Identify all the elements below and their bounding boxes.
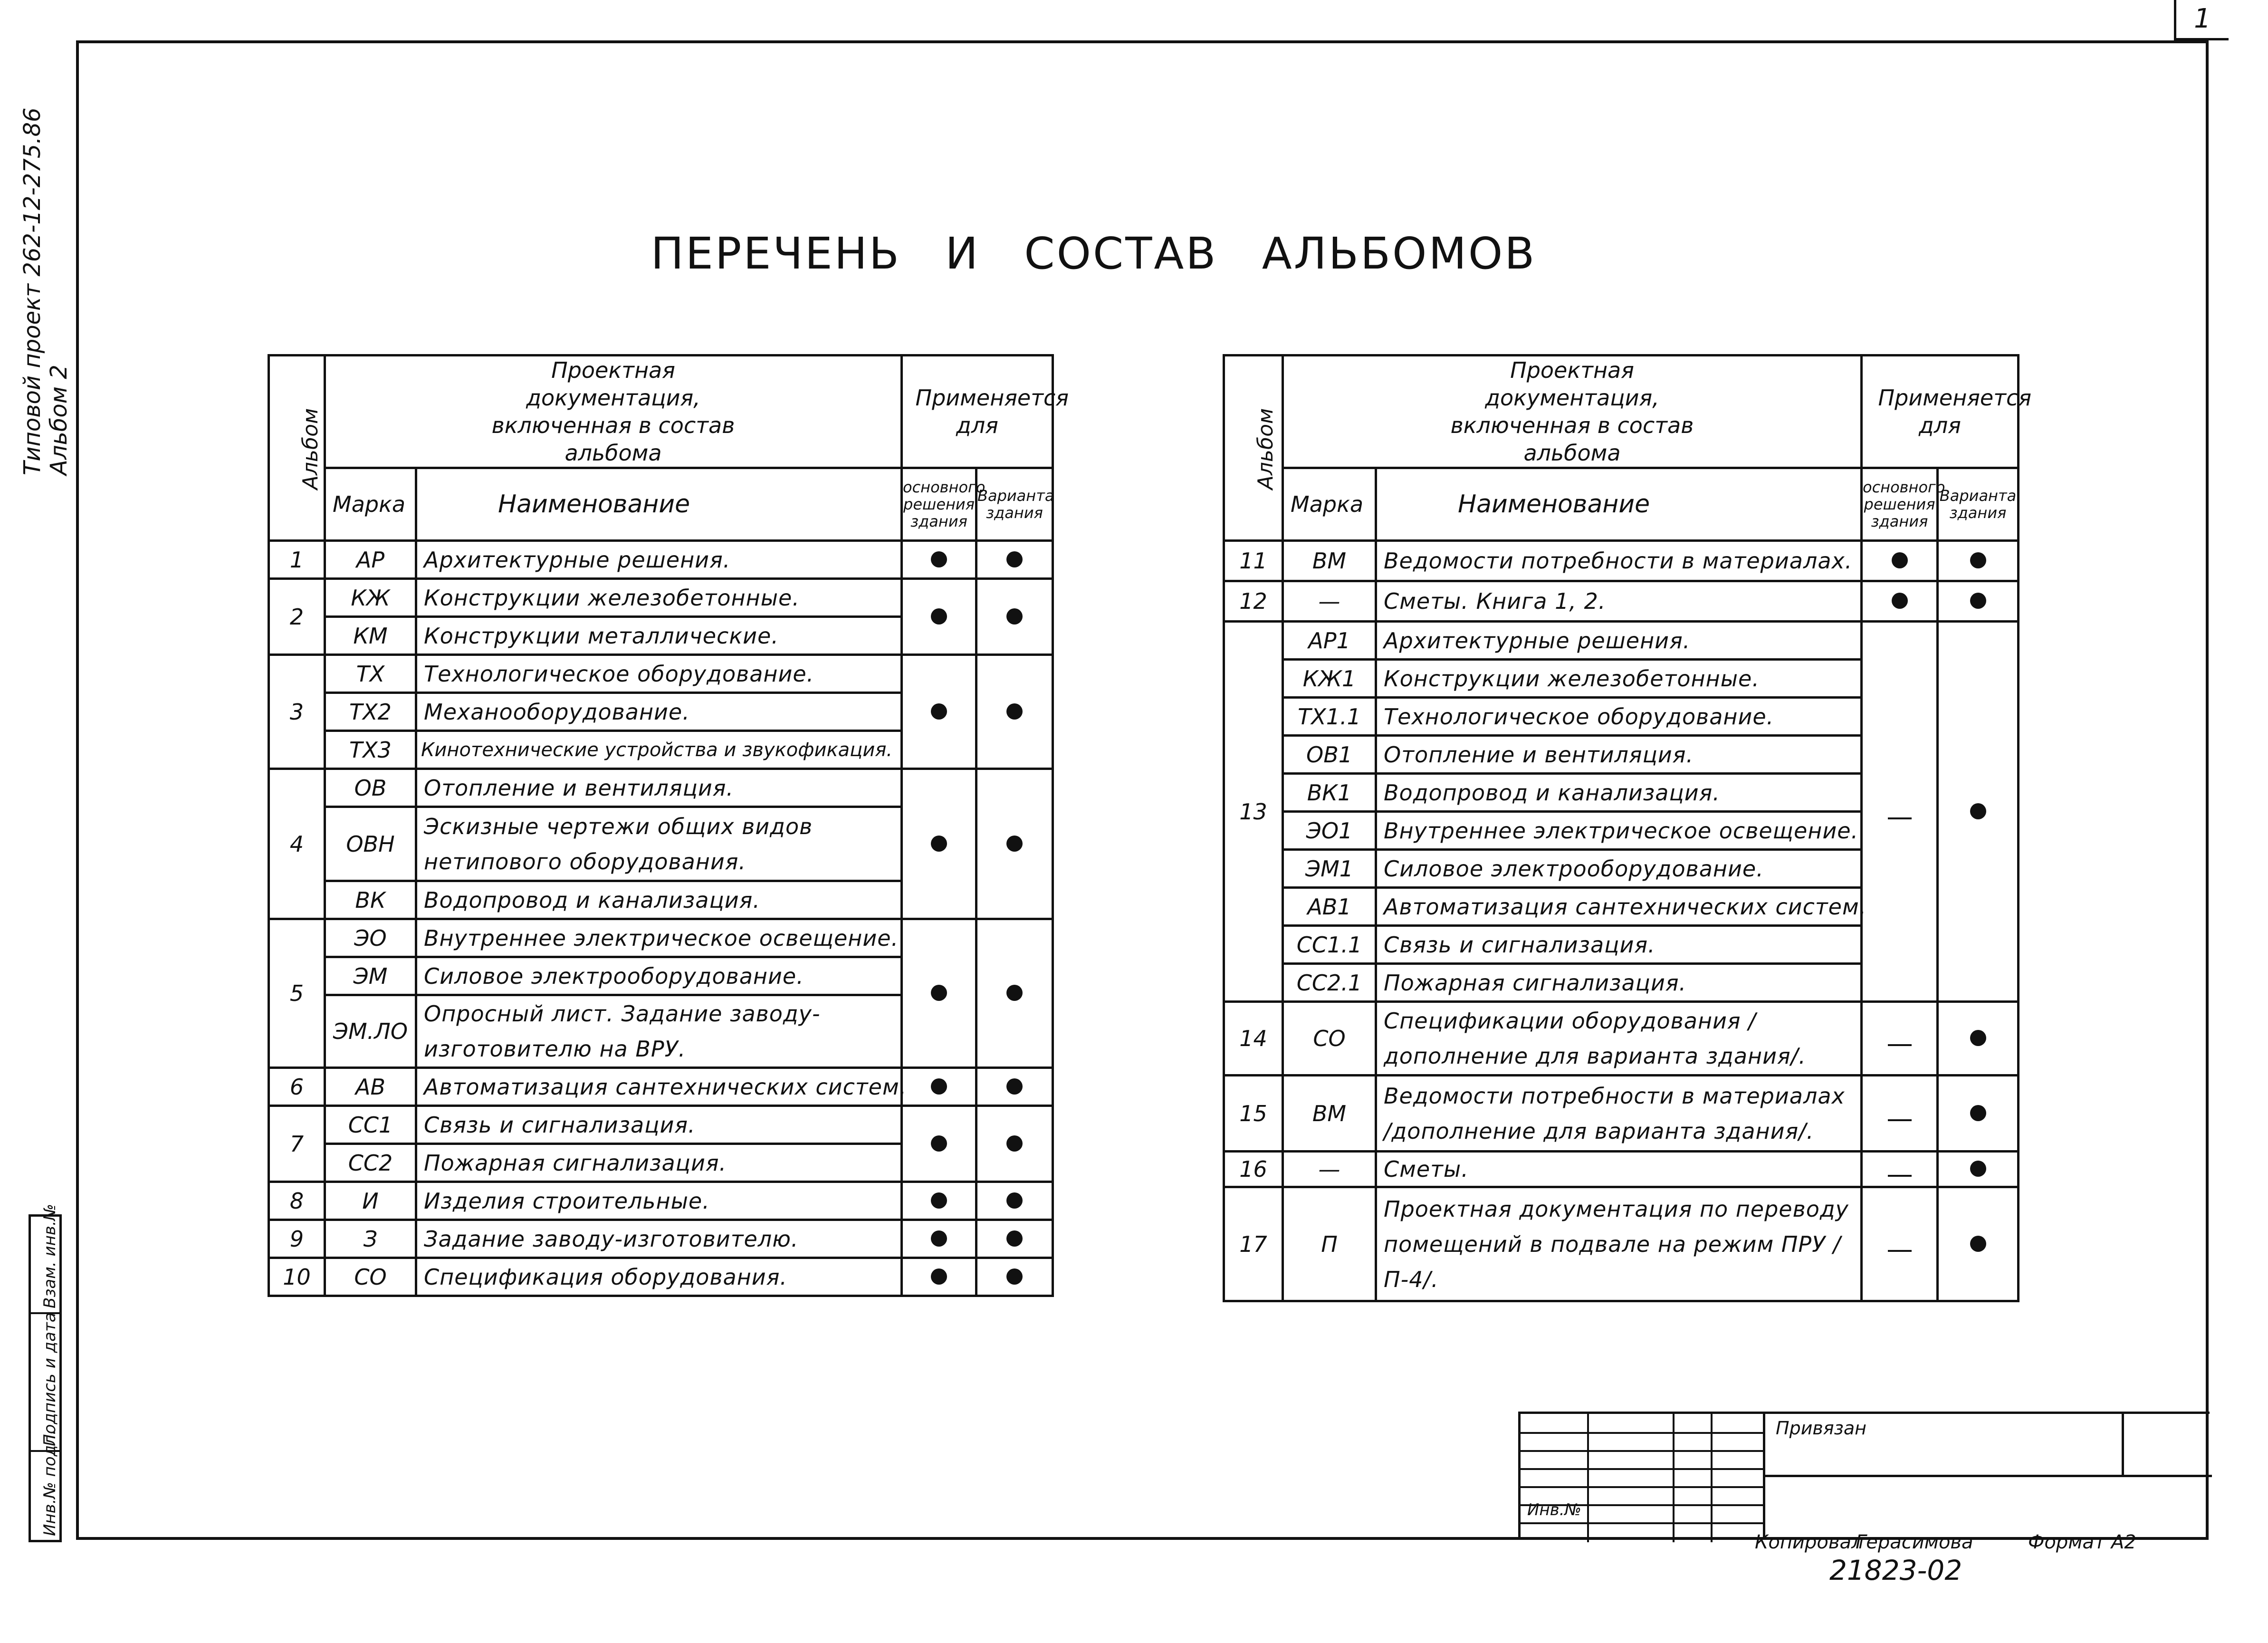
album-number: 9 [269,1220,325,1258]
header-album: Альбом [1224,356,1283,541]
filled-dot-icon [931,985,947,1001]
mark-cell: СС1 [325,1106,416,1144]
main-dot [1862,541,1938,581]
main-dot [902,655,976,769]
mark-cell: СО [1283,1002,1376,1076]
name-cell: Пожарная сигнализация. [1376,964,1862,1002]
header-docs: Проектная документация, включенная в состав альбома [325,356,902,468]
header-main: основного решения здания [1862,468,1938,541]
side-stamp [29,1203,62,1542]
main-dash [1862,1187,1938,1301]
filled-dot-icon [1970,1030,1986,1046]
mark-cell: КЖ1 [1283,660,1376,698]
filled-dot-icon [1006,985,1023,1001]
mark-cell: ОВ1 [1283,736,1376,774]
main-dash [1862,622,1938,1002]
variant-dot [1938,1152,2019,1187]
name-cell: Связь и сигнализация. [1376,926,1862,964]
name-cell: Архитектурные решения. [1376,622,1862,660]
variant-dot [1938,622,2019,1002]
filled-dot-icon [1006,608,1023,625]
album-number: 2 [269,579,325,655]
filled-dot-icon [1006,1192,1023,1209]
mark-cell: ТХ2 [325,693,416,731]
main-dot [1862,581,1938,622]
name-cell: Внутреннее электрическое освещение. [1376,812,1862,850]
filled-dot-icon [931,1230,947,1247]
album-number: 12 [1224,581,1283,622]
mark-cell: СС1.1 [1283,926,1376,964]
main-dot [902,1182,976,1220]
header-main: основного решения здания [902,468,976,541]
album-number: 1 [269,541,325,579]
main-dash [1862,1152,1938,1187]
variant-dot [976,655,1053,769]
mark-cell: ВК1 [1283,774,1376,812]
header-variant: Варианта здания [1938,468,2019,541]
filled-dot-icon [931,608,947,625]
dash-icon [1888,1119,1912,1121]
variant-dot [976,1220,1053,1258]
header-mark: Марка [1283,468,1376,541]
name-cell: Сметы. Книга 1, 2. [1376,581,1862,622]
header-applies: Применяется для [902,356,1053,468]
mark-cell: ВК [325,881,416,919]
stamp-format: Формат А2 [2028,1531,2136,1553]
filled-dot-icon [1006,1230,1023,1247]
filled-dot-icon [1892,593,1908,609]
album-number: 11 [1224,541,1283,581]
album-number: 13 [1224,622,1283,1002]
name-cell: Силовое электрооборудование. [1376,850,1862,888]
name-cell: Механооборудование. [416,693,902,731]
stamp-inv-label: Инв.№ [1527,1500,1581,1519]
mark-cell: ОВ [325,769,416,807]
filled-dot-icon [1970,803,1986,819]
mark-cell: ОВН [325,807,416,881]
side-stamp-replace: Взам. инв.№ [40,1203,59,1308]
dash-icon [1888,1250,1912,1252]
filled-dot-icon [931,551,947,567]
mark-cell: ТХ3 [325,731,416,769]
main-dot [902,579,976,655]
name-cell: Технологическое оборудование. [416,655,902,693]
variant-dot [1938,1076,2019,1152]
variant-dot [976,919,1053,1068]
name-cell: Эскизные чертежи общих видов нетипового оборудования. [416,807,902,881]
mark-cell: ЭО1 [1283,812,1376,850]
variant-dot [1938,1187,2019,1301]
album-number: 5 [269,919,325,1068]
main-dot [902,1220,976,1258]
header-applies: Применяется для [1862,356,2019,468]
stamp-bound-label: Привязан [1776,1418,1866,1439]
mark-cell: СС2.1 [1283,964,1376,1002]
name-cell: Связь и сигнализация. [416,1106,902,1144]
variant-dot [1938,541,2019,581]
title-block [1518,1412,2210,1540]
variant-dot [976,1068,1053,1106]
name-cell: Спецификация оборудования. [416,1258,902,1296]
name-cell: Отопление и вентиляция. [1376,736,1862,774]
main-dot [902,919,976,1068]
filled-dot-icon [1970,593,1986,609]
title-block-right [1763,1412,2210,1540]
variant-dot [1938,1002,2019,1076]
name-cell: Конструкции железобетонные. [416,579,902,617]
name-cell: Пожарная сигнализация. [416,1144,902,1182]
name-cell: Автоматизация сантехнических систем. [1376,888,1862,926]
mark-cell: — [1283,581,1376,622]
name-cell: Архитектурные решения. [416,541,902,579]
main-dot [902,769,976,919]
filled-dot-icon [931,1268,947,1285]
main-dot [902,1258,976,1296]
albums-table-left [268,354,1069,1297]
main-dash [1862,1076,1938,1152]
name-cell: Ведомости потребности в материалах. [1376,541,1862,581]
mark-cell: ТХ [325,655,416,693]
mark-cell: АВ [325,1068,416,1106]
mark-cell: АВ1 [1283,888,1376,926]
variant-dot [976,541,1053,579]
dash-icon [1888,1044,1912,1046]
album-number: 3 [269,655,325,769]
variant-dot [1938,581,2019,622]
stamp-number: 21823-02 [1829,1554,1962,1586]
album-number: 8 [269,1182,325,1220]
dash-icon [1888,817,1912,819]
name-cell: Автоматизация сантехнических систем. [416,1068,902,1106]
filled-dot-icon [1006,551,1023,567]
title-block-grid [1518,1412,1763,1540]
name-cell: Технологическое оборудование. [1376,698,1862,736]
page-number: 1 [2174,0,2229,40]
filled-dot-icon [1892,552,1908,568]
mark-cell: И [325,1182,416,1220]
name-cell: Отопление и вентиляция. [416,769,902,807]
mark-cell: КЖ [325,579,416,617]
variant-dot [976,1182,1053,1220]
header-docs: Проектная документация, включенная в состав альбома [1283,356,1862,468]
mark-cell: СО [325,1258,416,1296]
variant-dot [976,579,1053,655]
album-number: 7 [269,1106,325,1182]
album-number: 14 [1224,1002,1283,1076]
filled-dot-icon [1006,703,1023,720]
filled-dot-icon [1006,1078,1023,1095]
name-cell: Ведомости потребности в материалах /дополнение для варианта здания/. [1376,1076,1862,1152]
filled-dot-icon [1970,552,1986,568]
filled-dot-icon [931,1135,947,1152]
mark-cell: ВМ [1283,1076,1376,1152]
header-name: Наименование [1376,468,1862,541]
name-cell: Сметы. [1376,1152,1862,1187]
name-cell: Водопровод и канализация. [416,881,902,919]
filled-dot-icon [1970,1105,1986,1121]
album-number: 6 [269,1068,325,1106]
side-stamp-inventory: Инв.№ подл. [40,1430,59,1536]
filled-dot-icon [1970,1161,1986,1177]
mark-cell: — [1283,1152,1376,1187]
main-dot [902,1068,976,1106]
mark-cell: СС2 [325,1144,416,1182]
album-number: 17 [1224,1187,1283,1301]
variant-dot [976,1106,1053,1182]
mark-cell: П [1283,1187,1376,1301]
mark-cell: АР [325,541,416,579]
name-cell: Силовое электрооборудование. [416,957,902,995]
name-cell: Спецификации оборудования /дополнение для варианта здания/. [1376,1002,1862,1076]
stamp-copied-label: Копировал [1755,1531,1864,1553]
mark-cell: ЭМ [325,957,416,995]
filled-dot-icon [931,703,947,720]
header-mark: Марка [325,468,416,541]
side-title [19,107,72,475]
name-cell: Задание заводу-изготовителю. [416,1220,902,1258]
name-cell: Опросный лист. Задание заводу-изготовителю на ВРУ. [416,995,902,1068]
mark-cell: АР1 [1283,622,1376,660]
filled-dot-icon [931,836,947,852]
main-dot [902,541,976,579]
filled-dot-icon [1006,1135,1023,1152]
page-title: ПЕРЕЧЕНЬ И СОСТАВ АЛЬБОМОВ [651,228,1537,279]
filled-dot-icon [931,1078,947,1095]
main-dot [902,1106,976,1182]
mark-cell: КМ [325,617,416,655]
name-cell: Внутреннее электрическое освещение. [416,919,902,957]
albums-table-right [1223,354,2031,1302]
filled-dot-icon [931,1192,947,1209]
name-cell: Конструкции металлические. [416,617,902,655]
name-cell: Изделия строительные. [416,1182,902,1220]
album-number: 10 [269,1258,325,1296]
name-cell: Проектная документация по переводу помещений в подвале на режим ПРУ /П-4/. [1376,1187,1862,1301]
main-dash [1862,1002,1938,1076]
name-cell: Конструкции железобетонные. [1376,660,1862,698]
dash-icon [1888,1175,1912,1177]
filled-dot-icon [1970,1236,1986,1252]
name-cell: Кинотехнические устройства и звукофикация. [416,731,902,769]
mark-cell: ЭО [325,919,416,957]
mark-cell: ЭМ1 [1283,850,1376,888]
side-title-line-1: Типовой проект 262-12-275.86 [19,107,46,475]
filled-dot-icon [1006,836,1023,852]
mark-cell: ЭМ.ЛО [325,995,416,1068]
header-variant: Варианта здания [976,468,1053,541]
album-number: 15 [1224,1076,1283,1152]
variant-dot [976,1258,1053,1296]
name-cell: Водопровод и канализация. [1376,774,1862,812]
stamp-copier-name: Герасимова [1856,1531,1973,1553]
mark-cell: ВМ [1283,541,1376,581]
header-album: Альбом [269,356,325,541]
header-name: Наименование [416,468,902,541]
side-title-line-2: Альбом 2 [46,365,72,475]
mark-cell: З [325,1220,416,1258]
filled-dot-icon [1006,1268,1023,1285]
mark-cell: ТХ1.1 [1283,698,1376,736]
album-number: 16 [1224,1152,1283,1187]
album-number: 4 [269,769,325,919]
variant-dot [976,769,1053,919]
side-stamp-signature: Подпись и дата [40,1312,59,1446]
